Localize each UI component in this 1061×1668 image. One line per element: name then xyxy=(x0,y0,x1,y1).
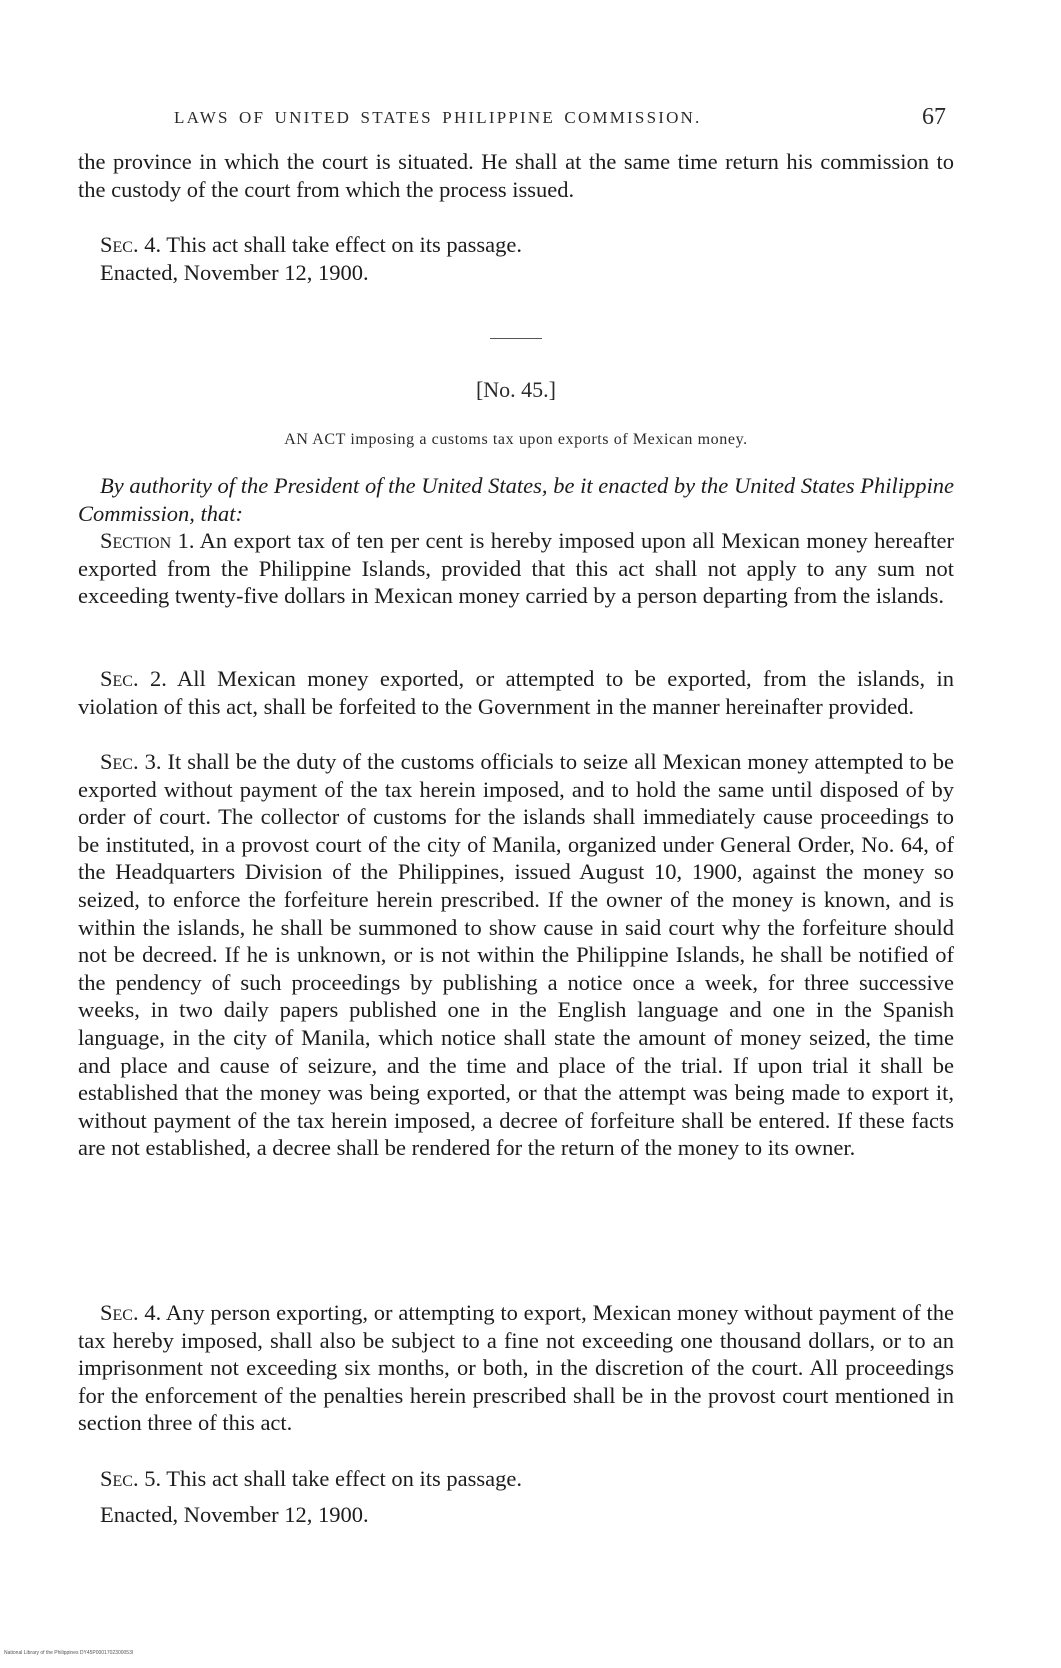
section-text: All Mexican money exported, or attempted to be exported, from the islands, in violation of this act, shall be forfeited to the Government in the manner hereinafter provided. xyxy=(78,666,954,719)
section-5 xyxy=(78,1465,954,1493)
section-label: Sec. 4. xyxy=(100,1300,162,1325)
act-title: AN ACT imposing a customs tax upon exports of Mexican money. xyxy=(284,431,748,448)
section-label: Section 1. xyxy=(100,528,195,553)
previous-act-continuation: the province in which the court is situated. He shall at the same time return his commission to the custody of the court from which the process issued. xyxy=(78,149,954,202)
section-label: Sec. 2. xyxy=(100,666,167,691)
previous-act-section-4 xyxy=(78,231,954,259)
enacting-clause: By authority of the President of the United States, be it enacted by the United States Philippine Commission, that: xyxy=(78,473,954,526)
section-text: Any person exporting, or attempting to export, Mexican money without payment of the tax hereby imposed, shall also be subject to a fine not exceeding one thousand dollars, or to an imprisonment not exceeding six months, or both, in the discretion of the court. All proceedings for the enforcement of the penalties herein prescribed shall be in the provost court mentioned in section three of this act. xyxy=(78,1300,954,1436)
enacted-date: Enacted, November 12, 1900. xyxy=(100,1502,369,1527)
section-text: An export tax of ten per cent is hereby imposed upon all Mexican money hereafter exported from the Philippine Islands, provided that this act shall not apply to any sum not exceeding twenty-five dollars in Mexican money carried by a person departing from the islands. xyxy=(78,528,955,609)
section-2 xyxy=(78,665,954,720)
section-3 xyxy=(78,748,954,1162)
section-label: Sec. 4. xyxy=(100,232,162,257)
section-text: This act shall take effect on its passage. xyxy=(161,232,523,257)
section-divider xyxy=(490,338,542,339)
act-number: [No. 45.] xyxy=(475,377,557,402)
section-label: Sec. 5. xyxy=(100,1466,162,1491)
section-label: Sec. 3. xyxy=(100,749,162,774)
section-text: This act shall take effect on its passage. xyxy=(161,1466,523,1491)
section-text: It shall be the duty of the customs officials to seize all Mexican money attempted to be exported without payment of the tax herein imposed, and to hold the same until disposed of by order of court. The collector of customs for the islands shall immediately cause proceedings to be instituted, in a provost court of the city of Manila, organized under General Order, No. 64, of the Headquarters Division of the Philippines, issued August 10, 1900, against the money so seized, to enforce the forfeiture herein prescribed. If the owner of the money is known, and is within the islands, he shall be summoned to show cause in said court why the forfeiture should not be decreed. If he is unknown, or is not within the Philippine Islands, he shall be notified of the pendency of such proceedings by publishing a notice once a week, for three successive weeks, in two daily papers published one in the English language and one in the Spanish language, in the city of Manila, which notice shall state the amount of money seized, the time and place and cause of seizure, and the time and place of the trial. If upon trial it shall be established that the money was being exported, or that the attempt was being made to export it, without payment of the tax herein imposed, a decree of forfeiture shall be entered. If these facts are not established, a decree shall be rendered for the return of the money to its owner. xyxy=(78,749,955,1161)
page-number: 67 xyxy=(922,104,946,130)
previous-act-enacted-date: Enacted, November 12, 1900. xyxy=(100,260,369,285)
section-1 xyxy=(78,527,954,610)
section-4 xyxy=(78,1299,954,1437)
running-head xyxy=(78,104,954,134)
archive-footer-note: National Library of the Philippines DY45P0001702300053I xyxy=(4,1650,134,1656)
running-title: LAWS OF UNITED STATES PHILIPPINE COMMISSION. xyxy=(174,108,702,127)
